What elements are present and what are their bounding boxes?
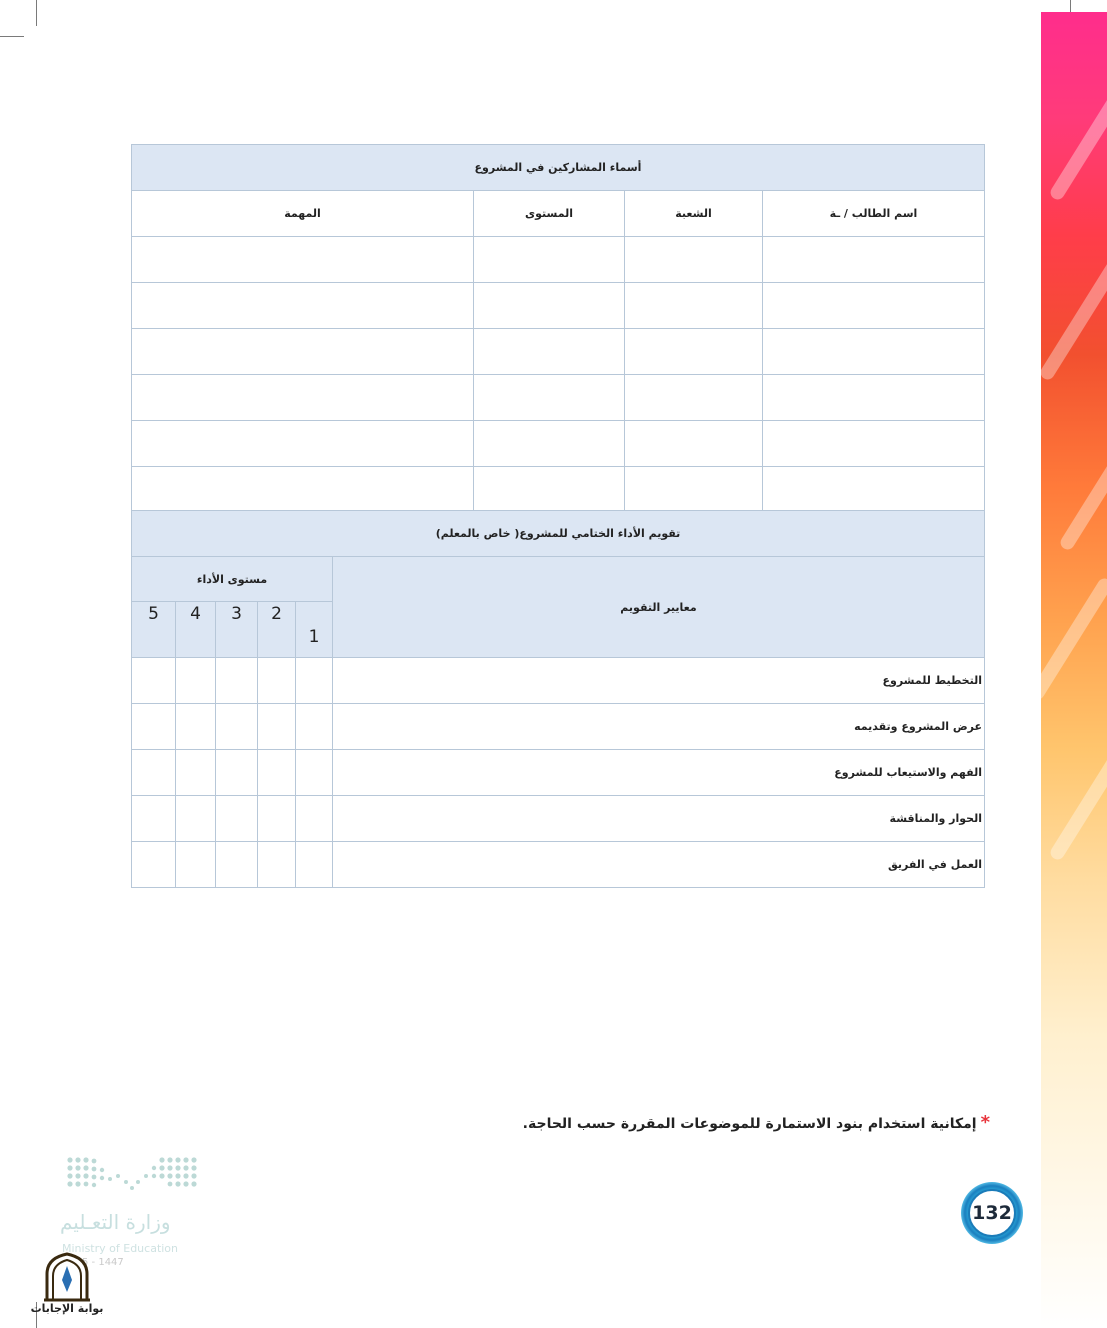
participant-row: [132, 283, 985, 329]
level-2-header: 2: [258, 602, 296, 658]
student-name-cell[interactable]: [763, 283, 985, 329]
score-cell-3[interactable]: [216, 750, 258, 796]
column-section: الشعبة: [625, 191, 763, 237]
participant-row: [132, 375, 985, 421]
ministry-year: 5 - 1447: [82, 1257, 124, 1268]
score-cell-5[interactable]: [132, 704, 176, 750]
score-cell-2[interactable]: [258, 704, 296, 750]
footnote: [520, 1112, 990, 1133]
level-5-header: 5: [132, 602, 176, 658]
score-cell-5[interactable]: [132, 658, 176, 704]
score-cell-3[interactable]: [216, 842, 258, 888]
level-cell[interactable]: [474, 329, 625, 375]
level-cell[interactable]: [474, 237, 625, 283]
performance-level-header: مستوى الأداء: [132, 557, 333, 602]
gateway-arch-icon: [30, 1252, 104, 1302]
participants-title: أسماء المشاركين في المشروع: [132, 145, 985, 191]
task-cell[interactable]: [132, 375, 474, 421]
task-cell[interactable]: [132, 283, 474, 329]
student-name-cell[interactable]: [763, 375, 985, 421]
level-4-header: 4: [176, 602, 216, 658]
score-cell-2[interactable]: [258, 750, 296, 796]
criterion-row: [132, 658, 985, 704]
student-name-cell[interactable]: [763, 329, 985, 375]
score-cell-3[interactable]: [216, 796, 258, 842]
score-cell-1[interactable]: [296, 796, 333, 842]
task-cell[interactable]: [132, 237, 474, 283]
criteria-header: معايير التقويم: [333, 557, 985, 658]
score-cell-4[interactable]: [176, 796, 216, 842]
section-cell[interactable]: [625, 375, 763, 421]
score-cell-3[interactable]: [216, 704, 258, 750]
participant-row: [132, 329, 985, 375]
column-task: المهمة: [132, 191, 474, 237]
score-cell-4[interactable]: [176, 704, 216, 750]
column-student-name: اسم الطالب / ـة: [763, 191, 985, 237]
section-cell[interactable]: [625, 283, 763, 329]
column-level: المستوى: [474, 191, 625, 237]
level-cell[interactable]: [474, 467, 625, 513]
criterion-row: [132, 796, 985, 842]
score-cell-4[interactable]: [176, 750, 216, 796]
criterion-label: التخطيط للمشروع: [333, 658, 985, 704]
section-cell[interactable]: [625, 329, 763, 375]
criterion-row: [132, 842, 985, 888]
crop-mark-top-left-h: [0, 36, 24, 37]
ministry-name-en: Ministry of Education: [62, 1242, 179, 1255]
score-cell-1[interactable]: [296, 658, 333, 704]
criterion-row: [132, 704, 985, 750]
score-cell-2[interactable]: [258, 796, 296, 842]
score-cell-5[interactable]: [132, 750, 176, 796]
score-cell-2[interactable]: [258, 842, 296, 888]
crop-mark-top-left-v: [36, 0, 37, 26]
score-cell-1[interactable]: [296, 842, 333, 888]
score-cell-5[interactable]: [132, 796, 176, 842]
student-name-cell[interactable]: [763, 467, 985, 513]
criterion-label: عرض المشروع وتقديمه: [333, 704, 985, 750]
task-cell[interactable]: [132, 329, 474, 375]
participant-row: [132, 421, 985, 467]
score-cell-1[interactable]: [296, 704, 333, 750]
score-cell-2[interactable]: [258, 658, 296, 704]
ministry-dots-icon: [62, 1154, 202, 1198]
answers-portal-label: بوابة الإجابات: [30, 1302, 104, 1315]
level-cell[interactable]: [474, 421, 625, 467]
student-name-cell[interactable]: [763, 237, 985, 283]
criterion-label: العمل في الفريق: [333, 842, 985, 888]
section-cell[interactable]: [625, 237, 763, 283]
footnote-text: إمكانية استخدام بنود الاستمارة للموضوعات المقررة حسب الحاجة.: [522, 1116, 977, 1132]
criterion-row: [132, 750, 985, 796]
level-cell[interactable]: [474, 375, 625, 421]
page-number-badge: [961, 1182, 1023, 1244]
level-cell[interactable]: [474, 283, 625, 329]
participant-row: [132, 467, 985, 513]
score-cell-5[interactable]: [132, 842, 176, 888]
section-cell[interactable]: [625, 467, 763, 513]
task-cell[interactable]: [132, 421, 474, 467]
evaluation-title: تقويم الأداء الختامي للمشروع( خاص بالمعلم): [132, 511, 985, 557]
ministry-name-ar: وزارة التعـليم: [60, 1210, 171, 1234]
criterion-label: الفهم والاستيعاب للمشروع: [333, 750, 985, 796]
score-cell-4[interactable]: [176, 658, 216, 704]
participants-table: [131, 144, 985, 513]
level-3-header: 3: [216, 602, 258, 658]
criterion-label: الحوار والمناقشة: [333, 796, 985, 842]
decorative-color-band: [1041, 12, 1107, 1328]
score-cell-3[interactable]: [216, 658, 258, 704]
student-name-cell[interactable]: [763, 421, 985, 467]
footnote-star: *: [980, 1112, 990, 1133]
evaluation-table: [131, 510, 985, 888]
participant-row: [132, 237, 985, 283]
answers-portal-logo: [30, 1252, 104, 1320]
page-number: 132: [968, 1189, 1016, 1237]
section-cell[interactable]: [625, 421, 763, 467]
score-cell-4[interactable]: [176, 842, 216, 888]
score-cell-1[interactable]: [296, 750, 333, 796]
level-1-header: 1: [296, 602, 333, 658]
task-cell[interactable]: [132, 467, 474, 513]
